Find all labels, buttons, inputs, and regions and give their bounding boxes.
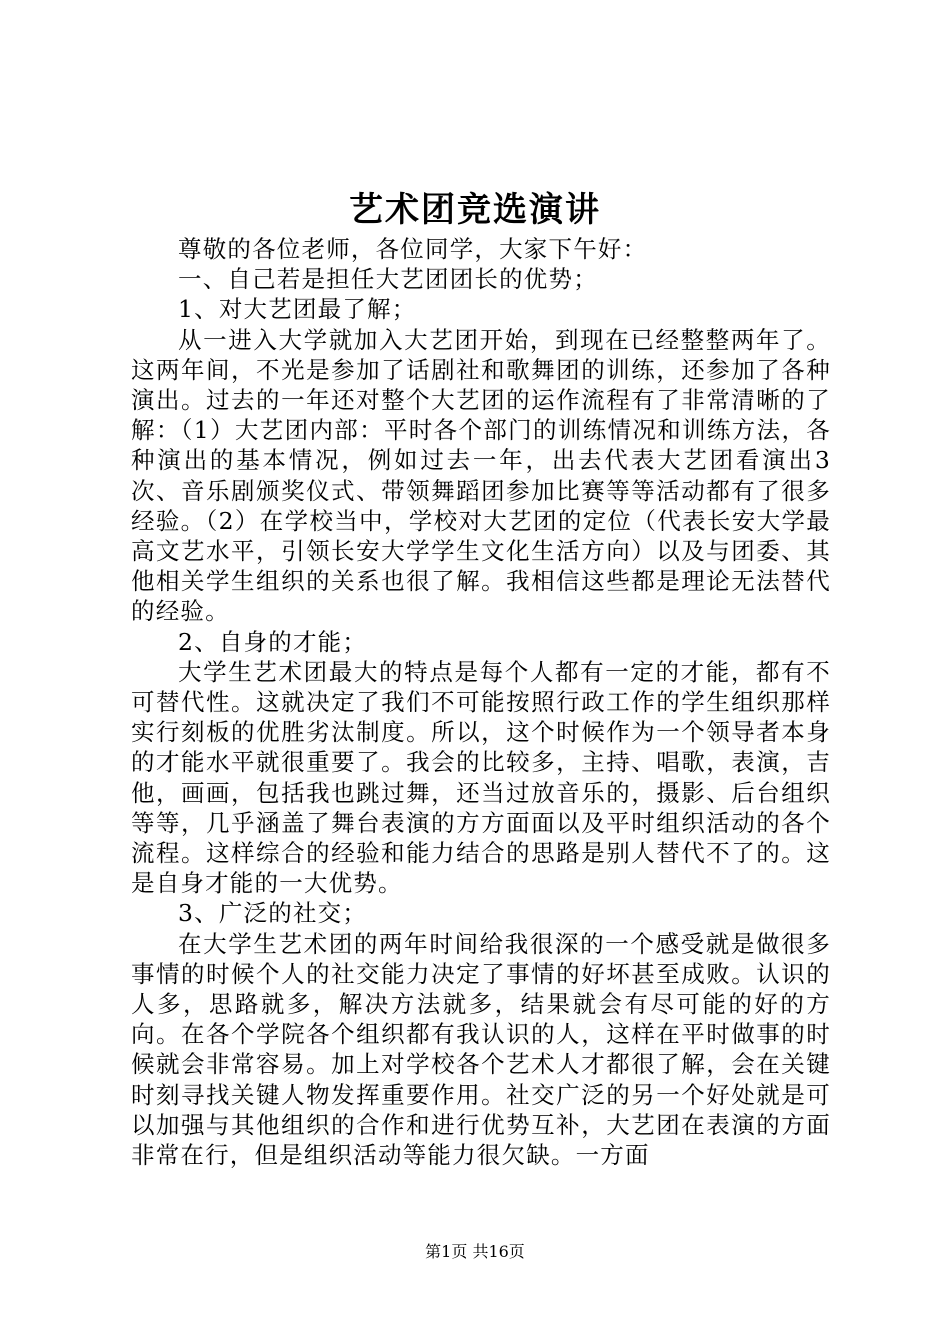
- subheading-social: 3、广泛的社交；: [178, 899, 368, 928]
- subheading-talent: 2、自身的才能；: [178, 627, 368, 656]
- paragraph-social: 在大学生艺术团的两年时间给我很深的一个感受就是做很多事情的时候个人的社交能力决定了事情的好坏甚至成败。认识的人多，思路就多，解决方法就多，结果就会有尽可能的好的方向。在各个学院各个组织都有我认识的人，这样在平时做事的时候就会非常容易。加上对学校各个艺术人才都很了解，会在关键时刻寻找关键人物发挥重要作用。社交广泛的另一个好处就是可以加强与其他组织的合作和进行优势互补，大艺团在表演的方面非常在行，但是组织活动等能力很欠缺。一方面: [131, 929, 831, 1170]
- paragraph-talent: 大学生艺术团最大的特点是每个人都有一定的才能，都有不可替代性。这就决定了我们不可能按照行政工作的学生组织那样实行刻板的优胜劣汰制度。所以，这个时候作为一个领导者本身的才能水平就很重要了。我会的比较多，主持、唱歌，表演，吉他，画画，包括我也跳过舞，还当过放音乐的，摄影、后台组织等等，几乎涵盖了舞台表演的方方面面以及平时组织活动的各个流程。这样综合的经验和能力结合的思路是别人替代不了的。这是自身才能的一大优势。: [131, 657, 831, 898]
- greeting-paragraph: 尊敬的各位老师，各位同学，大家下午好：: [178, 235, 648, 263]
- document-title: 艺术团竞选演讲: [349, 190, 601, 230]
- page-footer: 第1页 共16页: [425, 1242, 525, 1261]
- document-body: [131, 234, 831, 1170]
- subheading-understanding: 1、对大艺团最了解；: [178, 295, 417, 324]
- section-heading-advantages: 一、自己若是担任大艺团团长的优势；: [178, 265, 598, 294]
- paragraph-understanding: 从一进入大学就加入大艺团开始，到现在已经整整两年了。这两年间，不光是参加了话剧社和歌舞团的训练，还参加了各种演出。过去的一年还对整个大艺团的运作流程有了非常清晰的了解：（1）大艺团内部：平时各个部门的训练情况和训练方法，各种演出的基本情况，例如过去一年，出去代表大艺团看演出3次、音乐剧颁奖仪式、带领舞蹈团参加比赛等等活动都有了很多经验。（2）在学校当中，学校对大艺团的定位（代表长安大学最高文艺水平，引领长安大学学生文化生活方向）以及与团委、其他相关学生组织的关系也很了解。我相信这些都是理论无法替代的经验。: [131, 325, 831, 626]
